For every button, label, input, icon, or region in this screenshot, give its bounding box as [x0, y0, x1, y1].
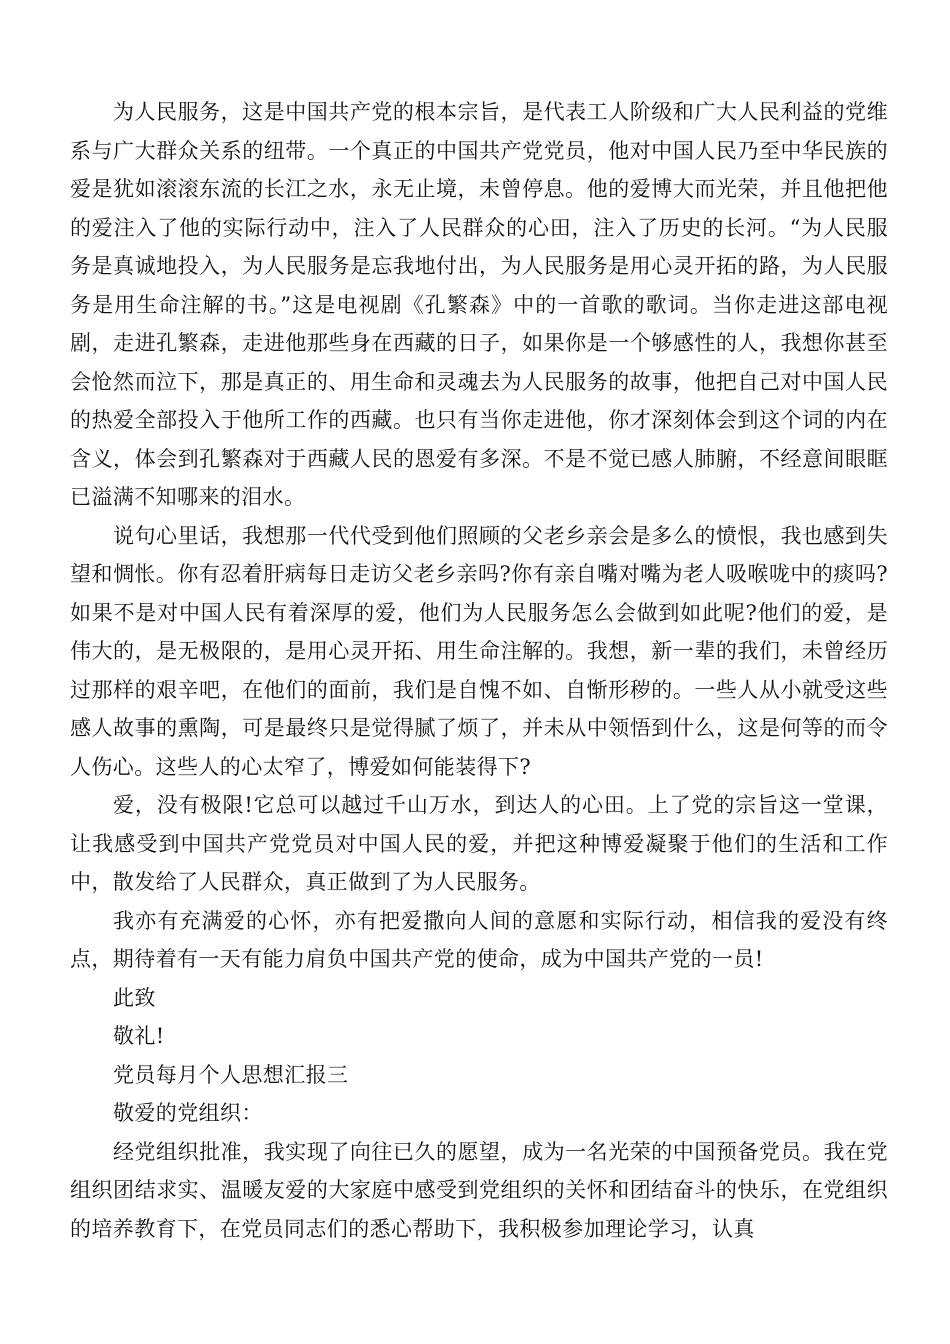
closing-salutation: 此致	[113, 985, 156, 1010]
closing-regards: 敬礼!	[113, 1024, 165, 1048]
section-heading: 党员每月个人思想汇报三	[113, 1062, 349, 1087]
paragraph-heartfelt-words: 说句心里话，我想那一代代受到他们照顾的父老乡亲会是多么的愤恨，我也感到失望和惆怅。你有忍着肝病每日走访父老乡亲吗?你有亲自嘴对嘴为老人吸喉咙中的痰吗?如果不是对中国人民有着深厚的爱，他们为人民服务怎么会做到如此呢?他们的爱，是伟大的，是无极限的，是用心灵开拓、用生命注解的。我想，新一辈的我们，未曾经历过那样的艰辛吧，在他们的面前，我们是自愧不如、自惭形秽的。一些人从小就受这些感人故事的熏陶，可是最终只是觉得腻了烦了，并未从中领悟到什么，这是何等的而令人伤心。这些人的心太窄了，博爱如何能装得下?	[70, 523, 888, 779]
document-body	[70, 93, 888, 1248]
paragraph-aspiration: 我亦有充满爱的心怀，亦有把爱撒向人间的意愿和实际行动，相信我的爱没有终点，期待着有一天有能力肩负中国共产党的使命，成为中国共产党的一员!	[70, 908, 888, 971]
paragraph-serve-the-people: 为人民服务，这是中国共产党的根本宗旨，是代表工人阶级和广大人民利益的党维系与广大群众关系的纽带。一个真正的中国共产党党员，他对中国人民乃至中华民族的爱是犹如滚滚东流的长江之水，永无止境，未曾停息。他的爱博大而光荣，并且他把他的爱注入了他的实际行动中，注入了人民群众的心田，注入了历史的长河。“为人民服务是真诚地投入，为人民服务是忘我地付出，为人民服务是用心灵开拓的路，为人民服务是用生命注解的书。”这是电视剧《孔繁森》中的一首歌的歌词。当你走进这部电视剧，走进孔繁森，走进他那些身在西藏的日子，如果你是一个够感性的人，我想你甚至会怆然而泣下，那是真正的、用生命和灵魂去为人民服务的故事，他把自己对中国人民的热爱全部投入于他所工作的西藏。也只有当你走进他，你才深刻体会到这个词的内在含义，体会到孔繁森对于西藏人民的恩爱有多深。不是不觉已感人肺腑，不经意间眼眶已溢满不知哪来的泪水。	[70, 100, 888, 509]
paragraph-love-without-limit: 爱，没有极限!它总可以越过千山万水，到达人的心田。上了党的宗旨这一堂课，让我感受到中国共产党党员对中国人民的爱，并把这种博爱凝聚于他们的生活和工作中，散发给了人民群众，真正做到了为人民服务。	[70, 793, 888, 894]
letter-greeting: 敬爱的党组织：	[113, 1101, 263, 1125]
paragraph-party-approval: 经党组织批准，我实现了向往已久的愿望，成为一名光荣的中国预备党员。我在党组织团结求实、温暖友爱的大家庭中感受到党组织的关怀和团结奋斗的快乐，在党组织的培养教育下，在党员同志们的悉心帮助下，我积极参加理论学习，认真	[70, 1139, 888, 1241]
